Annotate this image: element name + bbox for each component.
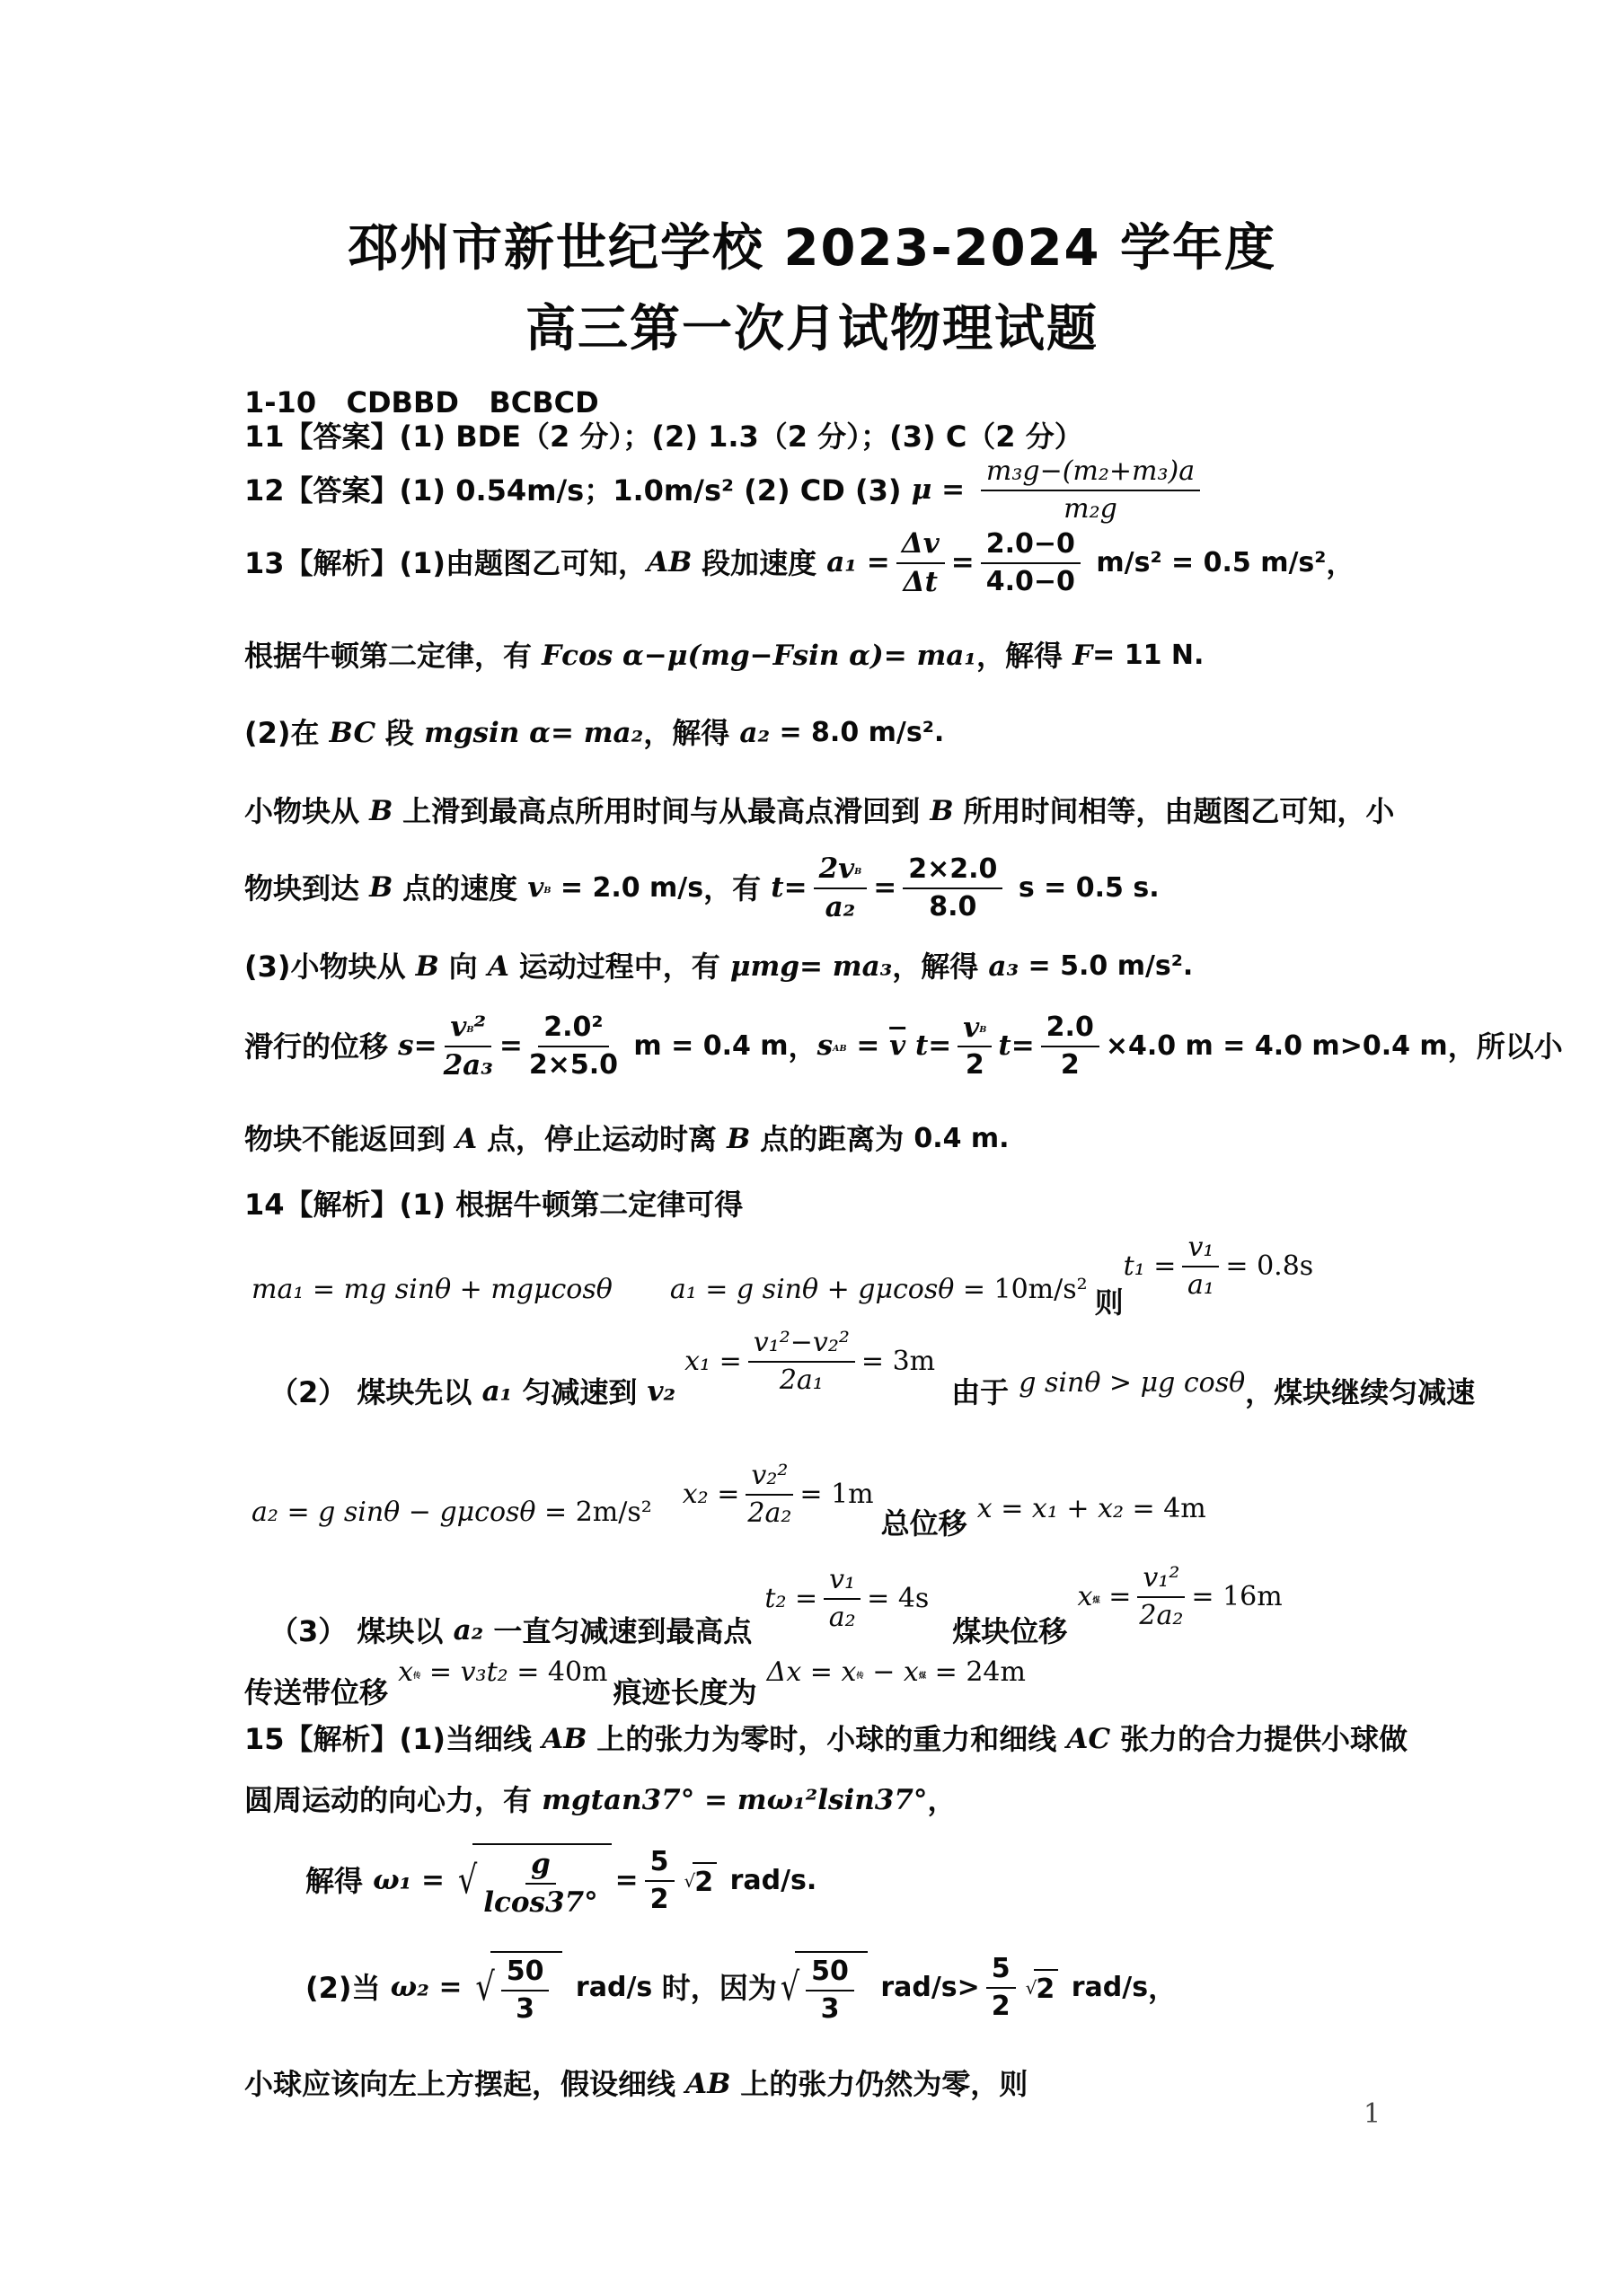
fraction-numerator [645,1847,675,1882]
math-run: v [963,1011,980,1044]
math-run: x₂ = [682,1478,740,1510]
radical-sign: √ [684,1869,696,1892]
answer-11 [244,419,1083,455]
math-run: = [499,1029,523,1063]
math-run: a₂ [739,716,771,749]
math-run: v₁ [1187,1232,1214,1263]
fraction-denominator [444,1047,493,1082]
math-run: x = x₁ + x₂ [976,1492,1133,1524]
sqrt-expression [1026,1969,1059,2007]
math-run: A [487,949,519,983]
fraction-denominator [529,1047,618,1081]
text-run: 滑行的位移 [244,1029,399,1064]
math-run: = 0.8s [1225,1250,1314,1282]
text-run: 上的张力仍然为零，则 [740,2067,1028,2101]
math-run: 2.0² [543,1011,604,1044]
math-run: m₃g−(m₂+m₃)a [985,455,1196,487]
math-group [952,1613,1077,1649]
math-run: B [369,794,403,827]
radicand [472,1843,611,1918]
math-run: s = 0.5 s. [1009,871,1160,904]
math-run: a₁ = [826,546,890,579]
math-group [1019,1366,1245,1400]
text-run: ， [1148,1970,1178,2005]
subscript: B [979,1025,987,1036]
document-title-line2: 高三第一次月试物理试题 [525,300,1099,358]
math-run: ×4.0 m = 4.0 m>0.4 m [1105,1029,1448,1062]
math-run: 2×5.0 [528,1048,618,1081]
fraction-numerator [525,1849,556,1885]
fraction-numerator [903,854,1002,889]
fraction [483,1849,597,1918]
subscript: 煤 [918,1671,927,1681]
fraction-denominator [904,564,938,598]
math-run: x [398,1656,414,1689]
math-run: v [450,1011,467,1043]
fraction-numerator [1041,1012,1099,1047]
math-run: = 24m [926,1656,1026,1689]
subscript: 传 [413,1671,421,1681]
math-run: 2a₂ [747,1497,792,1529]
math-group [1077,1563,1282,1630]
math-run: ω₁ = [373,1864,455,1897]
text-run: 上滑到最高点所用时间与从最高点滑回到 [402,794,931,828]
spacer [675,1391,684,1392]
math-group [398,1656,607,1690]
text-run: (2)当 [305,1970,391,2005]
text-run: （2） 煤块先以 [269,1374,482,1409]
math-run: 4.0−0 [985,565,1075,597]
q14-eq-row1 [252,1232,1314,1323]
math-run: t= [771,871,808,905]
q14-part3-row [269,1562,1283,1648]
math-run: Fcos α−μ(mg−Fsin α)= ma₁ [542,639,976,672]
fraction [814,853,868,923]
math-run: A [455,1122,488,1155]
fraction-denominator [1064,491,1117,525]
math-run: − x [863,1656,919,1689]
math-run: Δt [903,565,938,598]
math-run: = 2.0 m/s [551,871,704,904]
text-run: 1-10 CDBBD BCBCD [244,385,599,419]
math-run: AC [1066,1722,1120,1755]
radical-sign: √ [457,1857,478,1903]
radical-sign: √ [780,1964,800,2009]
fraction-numerator [538,1012,608,1047]
fraction-denominator [986,564,1075,597]
fraction-denominator [966,1047,984,1081]
answers-1-10 [244,384,599,420]
text-run: 总位移 [880,1506,977,1541]
answer-12 [244,456,1206,524]
math-group [683,1461,874,1528]
math-run: 3 [820,1992,840,2025]
math-group [269,1613,752,1649]
math-run: B [727,1122,761,1155]
math-run: ω₂ = [390,1971,472,2004]
text-run: 13【解析】(1)由题图乙可知， [244,545,648,580]
fraction-denominator [516,1991,534,2025]
math-run: lcos37° [483,1885,598,1919]
fraction [748,1328,855,1395]
fraction [444,1011,493,1081]
text-run: 解得 [305,1863,374,1898]
text-run: (3)小物块从 [244,949,416,984]
math-run: 2a₂ [1139,1599,1184,1631]
math-run: t₂ = [764,1582,818,1614]
math-run: s [816,1029,834,1063]
math-run: g sinθ > μg cosθ [1019,1366,1246,1399]
text-run: 点，停止运动时离 [487,1122,728,1156]
fraction [1137,1563,1185,1630]
text-run: ，有 [703,870,772,905]
radicand [693,1862,717,1900]
text-run: 时，因为 [661,1970,777,2005]
math-run: v₁² [1143,1562,1180,1594]
fraction-numerator [896,528,945,564]
math-run: 2.0−0 [985,528,1075,561]
q13-displacement [244,1011,1563,1081]
q15-omega2 [305,1951,1177,2024]
text-run: 11【答案】(1) BDE（2 分）；(2) 1.3（2 分）；(3) C（2 分） [244,419,1083,454]
math-run: μmg= ma₃ [729,949,893,983]
text-run: 匀减速到 [512,1374,648,1409]
math-run: a₂ [828,1601,856,1633]
spacer [613,1289,670,1290]
text-run: ， [1326,545,1355,580]
q15-swing [244,2066,1028,2102]
text-run: ，所以小 [1447,1029,1563,1064]
math-run: = [873,871,897,905]
math-run: a₂ [453,1614,484,1647]
text-run: 煤块位移 [952,1613,1078,1648]
text-run: ， [927,1783,957,1817]
math-run: Δx = x [766,1656,857,1689]
q13-newton [244,638,1204,674]
math-run: a₃ [988,949,1019,983]
math-run: v [527,871,544,905]
spacer [1088,1289,1095,1290]
fraction [746,1461,793,1528]
math-run: 2.0 [1046,1011,1094,1044]
math-run: F [1072,639,1093,672]
text-run: 物块到达 [244,870,370,905]
math-run: = 8.0 m/s². [770,717,945,749]
math-run: t₁ = [1123,1250,1177,1282]
math-run: = 3m [861,1345,936,1377]
math-group [684,1328,935,1395]
text-run: ，煤块继续匀减速 [1245,1374,1476,1409]
text-run: 小球应该向左上方摆起，假设细线 [244,2067,686,2101]
math-run: Δv [901,527,940,560]
math-run: 8.0 [929,890,977,923]
text-run: 小物块从 [244,794,370,828]
text-run: 所用时间相等，由题图乙可知，小 [963,794,1395,828]
math-run: = 4m [1132,1492,1206,1524]
math-run: rad/s [1062,1971,1149,2003]
spacer [874,1501,881,1502]
text-run: 段 [384,716,425,750]
text-run: ，解得 [975,639,1073,673]
q13-part2 [244,715,944,751]
math-run: v₂² [751,1460,789,1491]
fraction-denominator [825,889,856,923]
math-run: = 40m [516,1656,608,1689]
math-group [977,1492,1206,1526]
fraction [1041,1012,1099,1080]
subscript: 煤 [1092,1594,1100,1604]
math-run: s= [398,1029,437,1063]
math-run: mgtan37° = mω₁²lsin37° [542,1783,928,1816]
math-run: 2 [694,1866,714,1898]
fraction-denominator [1187,1267,1214,1301]
text-run: 痕迹长度为 [613,1675,767,1709]
math-run: ma₁ = mg sinθ + mgμcosθ [252,1273,613,1305]
fraction [501,1956,550,2024]
math-run: B [415,949,449,983]
document-title-line1: 邳州市新世纪学校 2023-2024 学年度 [348,219,1276,278]
math-run: = v₃t₂ [420,1656,517,1689]
math-run: rad/s [566,1971,662,2003]
math-run: a₁ [481,1375,513,1409]
radical-sign: √ [1025,1976,1037,1999]
math-run: a₂ = g sinθ − gμcosθ [252,1496,545,1528]
text-run: 圆周运动的向心力，有 [244,1783,543,1817]
fraction-numerator [1182,1232,1219,1267]
math-run: = [614,1864,639,1897]
fraction [806,1956,854,2024]
text-run: 根据牛顿第二定律，有 [244,639,543,673]
math-run: rad/s. [720,1864,817,1896]
math-run: 2a₃ [443,1048,493,1082]
text-run: 则 [1094,1285,1124,1320]
math-run: μ = [911,473,975,507]
math-run: x [1077,1580,1093,1612]
fraction [986,1954,1016,2021]
radicand [795,1951,868,2024]
fraction-numerator [958,1012,992,1048]
fraction-numerator [445,1011,491,1047]
math-run: ² [473,1011,487,1043]
spacer [929,1612,952,1613]
math-run: AB [647,546,702,579]
fraction-numerator [806,1956,854,1991]
text-run: 一直匀减速到最高点 [483,1613,753,1648]
math-run: 2 [991,1990,1011,2022]
fraction-numerator [501,1956,550,1991]
q13-part3 [244,949,1193,985]
spacer [652,1501,683,1502]
subscript: B [466,1024,474,1035]
fraction-numerator [824,1565,861,1600]
math-run: 2 [1036,1973,1055,2005]
math-run: AB [542,1722,597,1755]
sqrt-expression [781,1951,868,2024]
text-run: 张力的合力提供小球做 [1119,1722,1408,1756]
math-run: B [930,794,964,827]
math-run: t= [998,1029,1035,1063]
math-run: 2 [1060,1048,1080,1081]
math-run: 2v [818,852,855,885]
text-run: ，解得 [643,716,740,750]
spacer [752,1612,764,1613]
math-run: 5 [991,1953,1011,1984]
fraction [896,528,945,597]
math-run: = [846,1029,890,1063]
q13-time-1 [244,793,1394,829]
math-run: = [1099,1580,1132,1612]
text-run: 运动过程中，有 [518,949,730,984]
math-run: 50 [506,1956,544,1987]
text-run: 15【解析】(1)当细线 [244,1722,543,1756]
math-run: a₂ [825,890,856,923]
fraction [645,1847,675,1914]
math-run: = 5.0 m/s². [1019,950,1194,983]
sqrt-expression [684,1862,718,1900]
math-run: = [950,546,975,579]
fraction-denominator [483,1885,597,1919]
fraction-numerator [1137,1563,1185,1598]
math-run: BC [329,716,385,749]
text-run: 14【解析】(1) 根据牛顿第二定律可得 [244,1188,744,1222]
fraction [981,456,1200,524]
fraction-numerator [748,1328,855,1363]
math-run: 5 [649,1846,669,1878]
fraction-denominator [992,1989,1011,2022]
text-run: 传送带位移 [244,1675,399,1709]
q14-heading [244,1187,743,1223]
subscript: 传 [856,1671,864,1681]
fraction-denominator [1061,1047,1080,1081]
text-run: 12【答案】(1) 0.54m/s；1.0m/s² (2) CD (3) [244,472,912,508]
math-group [244,1674,398,1710]
fraction-numerator [981,529,1081,564]
fraction-denominator [929,889,976,923]
math-run: 2a₁ [779,1364,824,1396]
q15-omega1 [305,1843,816,1918]
math-run: 2 [649,1883,669,1915]
math-run: t= [905,1029,952,1063]
fraction [903,854,1002,922]
subscript: B [543,886,552,896]
q13-conclusion [244,1121,1010,1157]
math-run: = 16m [1191,1580,1283,1612]
text-run: (2)在 [244,716,330,750]
math-run: a₁ = g sinθ + gμcosθ [669,1273,963,1305]
fraction-numerator [814,853,868,889]
math-group [252,1496,652,1530]
overline-mean: $\overline{v}$ [889,1029,906,1063]
text-run: 由于 [951,1374,1019,1409]
text-run: （3） 煤块以 [269,1613,454,1648]
math-run: AB [685,2067,741,2100]
math-run: 3 [516,1992,535,2025]
math-run: rad/s> [870,1971,980,2003]
math-run: = 2m/s² [544,1496,652,1528]
math-run: 50 [811,1956,849,1987]
math-group [764,1565,929,1632]
math-run: v₁ [829,1564,856,1595]
page-number: 1 [1364,2098,1381,2130]
fraction-denominator [829,1600,856,1633]
text-run: ，解得 [892,949,989,984]
math-run: B [369,871,403,905]
math-run: m₂g [1064,492,1117,525]
text-run: 物块不能返回到 [244,1122,456,1156]
math-run: a₁ [1187,1268,1214,1301]
math-group [1124,1232,1314,1300]
math-group [767,1656,1026,1690]
math-run: v₂ [647,1375,676,1409]
fraction-denominator [650,1882,669,1915]
spacer [935,1391,951,1392]
q14-part2-row [269,1327,1476,1426]
radicand [490,1951,563,2024]
sqrt-expression [458,1843,612,1918]
fraction-denominator [821,1991,840,2025]
math-group [1095,1285,1124,1320]
math-run: x₁ = [684,1345,742,1377]
q15-heading [244,1721,1408,1757]
math-run: mgsin α= ma₂ [424,716,644,749]
subscript: AB [833,1044,847,1055]
q13-part1 [244,528,1355,597]
text-run: 点的速度 [402,870,528,905]
fraction [824,1565,861,1632]
fraction-numerator [986,1954,1016,1989]
math-run: = 10m/s² [962,1273,1088,1305]
math-run: v₁²−v₂² [753,1327,850,1358]
fraction-denominator [747,1496,791,1529]
fraction-numerator [981,456,1200,491]
math-run: m/s² = 0.5 m/s² [1086,546,1327,578]
fraction [981,529,1081,596]
fraction-numerator [746,1461,793,1496]
text-run: 上的张力为零时，小球的重力和细线 [596,1722,1067,1756]
text-run: 向 [448,949,488,984]
radicand [1034,1969,1058,2007]
math-group [613,1674,767,1710]
fraction-denominator [780,1363,824,1396]
math-run: g [531,1848,551,1880]
math-run: = 11 N. [1092,640,1205,672]
math-run: 2 [965,1049,984,1082]
math-run: m = 0.4 m [623,1029,789,1062]
math-run: 2×2.0 [908,853,998,886]
fraction [1182,1232,1219,1300]
sqrt-expression [475,1951,562,2024]
q14-eq-row2 [252,1460,1206,1541]
math-run: = 4s [867,1582,930,1614]
math-run: = 1m [799,1478,874,1510]
radical-sign: √ [475,1964,495,2009]
fraction-denominator [1139,1598,1183,1631]
text-run: ， [788,1029,817,1064]
math-run: 0.4 m. [914,1123,1010,1155]
q14-belt-row [244,1656,1026,1709]
q13-time-2 [244,853,1160,923]
q15-centripetal [244,1782,956,1818]
math-group [881,1506,977,1541]
subscript: B [854,866,862,877]
fraction [958,1012,992,1081]
fraction [529,1012,618,1080]
text-run: 点的距离为 [760,1122,914,1156]
text-run: 段加速度 [702,545,827,580]
